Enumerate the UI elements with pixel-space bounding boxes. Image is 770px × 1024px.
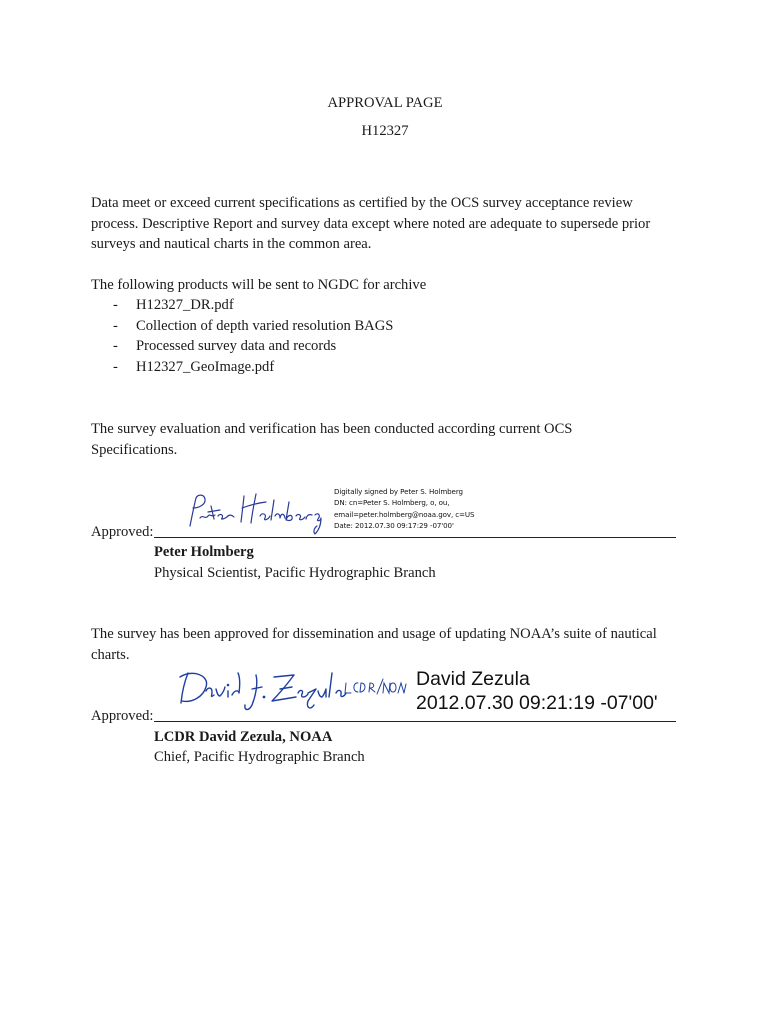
digital-signature-block-1 (334, 486, 474, 531)
list-dash: - (113, 338, 118, 354)
signature-peter-holmberg (180, 488, 340, 538)
approver-title: Physical Scientist, Pacific Hydrographic Branch (154, 565, 436, 581)
list-dash: - (113, 297, 118, 313)
verification-line: Specifications. (91, 441, 178, 458)
archive-lead: The following products will be sent to NGDC for archive (91, 277, 427, 293)
survey-id: H12327 (361, 123, 409, 139)
digital-sig-line: Digitally signed by Peter S. Holmberg (334, 487, 463, 496)
digital-signature-block-2 (416, 667, 658, 715)
approver-name: LCDR David Zezula, NOAA (154, 729, 333, 745)
digital-sig-line: Date: 2012.07.30 09:17:29 -07'00' (334, 520, 454, 530)
verification-paragraph (91, 419, 691, 460)
approver-name: Peter Holmberg (154, 544, 254, 560)
verification-line: The survey evaluation and verification has been conducted according current OCS (91, 421, 573, 437)
list-dash: - (113, 318, 118, 334)
approved-label: Approved: (91, 524, 154, 540)
list-dash: - (113, 359, 118, 375)
approved-label: Approved: (91, 708, 154, 724)
digital-sig-line: email=peter.holmberg@noaa.gov, c=US (334, 509, 475, 519)
page-title: APPROVAL PAGE (327, 95, 443, 111)
digital-sig-line: DN: cn=Peter S. Holmberg, o, ou, (334, 498, 450, 508)
list-item-text: H12327_GeoImage.pdf (136, 359, 275, 375)
digital-sig-name: David Zezula (416, 668, 530, 690)
approver-title: Chief, Pacific Hydrographic Branch (154, 749, 365, 765)
digital-sig-date: 2012.07.30 09:21:19 -07'00' (416, 692, 658, 714)
list-item-text: Processed survey data and records (136, 338, 337, 354)
dissemination-paragraph (91, 624, 691, 665)
list-item-text: H12327_DR.pdf (136, 297, 234, 313)
list-item-text: Collection of depth varied resolution BAGS (136, 318, 394, 334)
dissemination-line: charts. (91, 646, 130, 663)
signature-david-zezula (176, 665, 406, 725)
intro-line: process. Descriptive Report and survey data except where noted are adequate to supersede prior (91, 215, 651, 232)
intro-paragraph (91, 193, 691, 255)
dissemination-line: The survey has been approved for dissemination and usage of updating NOAA’s suite of nautical (91, 626, 657, 642)
signature-line (154, 537, 676, 538)
intro-line: surveys and nautical charts in the common area. (91, 236, 372, 252)
signature-line (154, 721, 676, 722)
intro-line: Data meet or exceed current specifications as certified by the OCS survey acceptance review (91, 195, 633, 211)
